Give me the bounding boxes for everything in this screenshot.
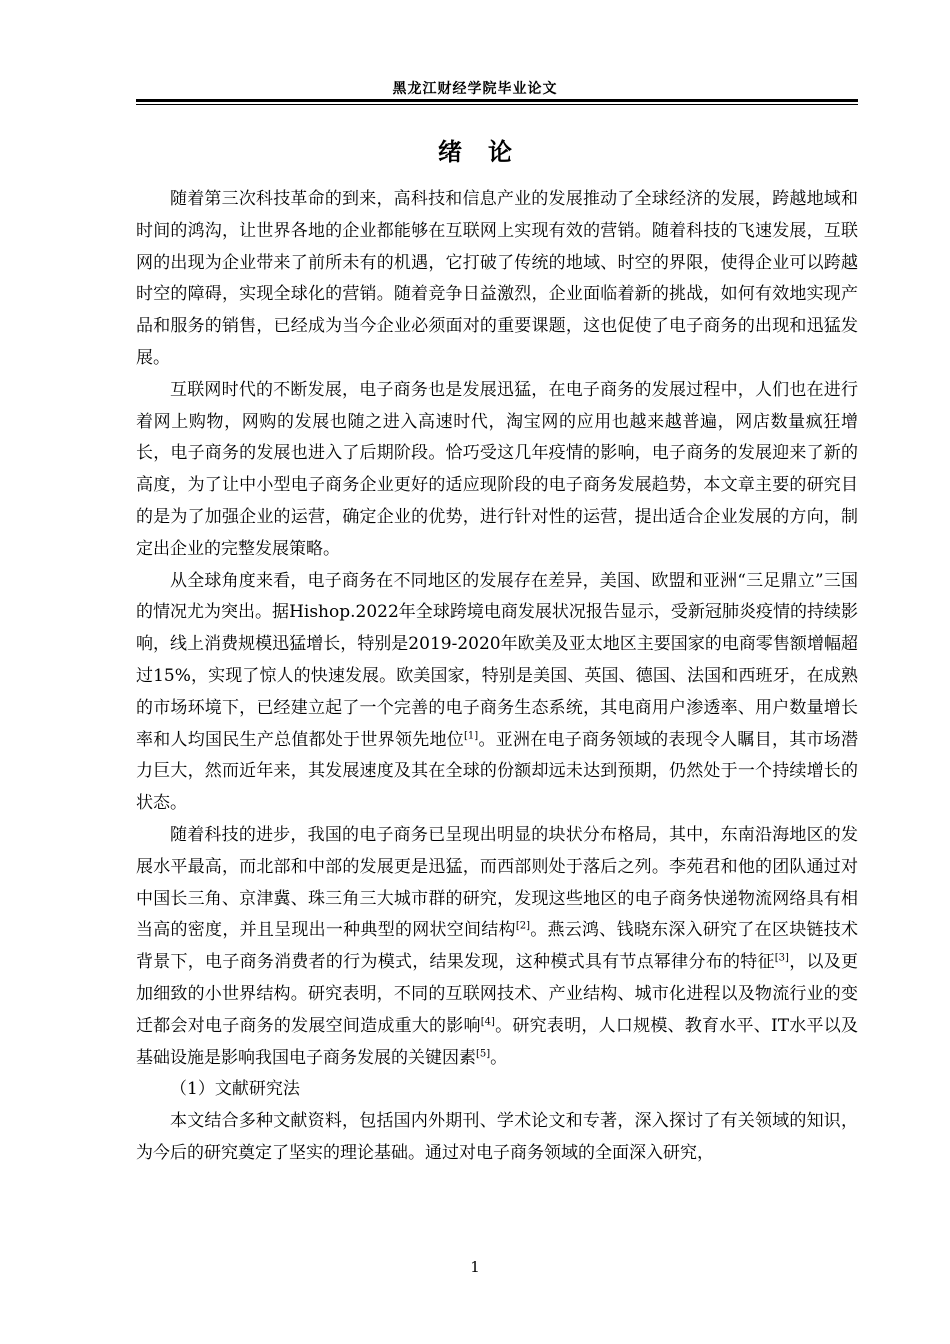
- header-rule-thick: [136, 99, 858, 102]
- paragraph-4: [136, 820, 858, 1074]
- page-number: 1: [470, 1258, 480, 1276]
- citation-ref[interactable]: [4]: [480, 1016, 495, 1028]
- citation-ref[interactable]: [3]: [774, 952, 789, 964]
- paragraph-1: 随着第三次科技革命的到来，高科技和信息产业的发展推动了全球经济的发展，跨越地域和时间的鸿沟，让世界各地的企业都能够在互联网上实现有效的营销。随着科技的飞速发展，互联网的出现为企业带来了前所未有的机遇，它打破了传统的地域、时空的界限，使得企业可以跨越时空的障碍，实现全球化的营销。随着竞争日益激烈，企业面临着新的挑战，如何有效地实现产品和服务的销售，已经成为当今企业必须面对的重要课题，这也促使了电子商务的出现和迅猛发展。: [136, 189, 858, 368]
- body-text: [136, 184, 858, 1170]
- section-subheading: （1）文献研究法: [170, 1079, 300, 1100]
- header-rule-thin: [136, 104, 858, 105]
- text-run: 随着科技的进步，我国的电子商务已呈现出明显的块状分布格局，其中，东南沿海地区的发展水平最高，而北部和中部的发展更是迅猛，而西部则处于落后之列。李苑君和他的团队通过对中国长三角、京津冀、珠三角三大城市群的研究，发现这些地区的电子商务快递物流网络具有相当高的密度，并且呈现出一种典型的网状空间结构: [136, 824, 858, 941]
- text-run: 。研究表明，人口规模、教育水平、IT水平以及基础设施是影响我国电子商务发展的关键因素: [136, 1015, 858, 1068]
- paragraph-5: 本文结合多种文献资料，包括国内外期刊、学术论文和专著，深入探讨了有关领域的知识，为今后的研究奠定了坚实的理论基础。通过对电子商务领域的全面深入研究，: [136, 1111, 858, 1163]
- text-run: 。燕云鸿、钱晓东深入研究了在区块链技术背景下，电子商务消费者的行为模式，结果发现，这种模式具有节点幂律分布的特征: [136, 920, 859, 973]
- citation-ref[interactable]: [1]: [464, 729, 479, 741]
- text-run: ，以及更加细致的小世界结构。研究表明，不同的互联网技术、产业结构、城市化进程以及物流行业的变迁都会对电子商务的发展空间造成重大的影响: [136, 952, 859, 1036]
- citation-ref[interactable]: [2]: [515, 920, 530, 932]
- citation-ref[interactable]: [5]: [476, 1047, 491, 1059]
- paragraph-3: [136, 566, 858, 820]
- paragraph-2: 互联网时代的不断发展，电子商务也是发展迅猛，在电子商务的发展过程中，人们也在进行着网上购物，网购的发展也随之进入高速时代，淘宝网的应用也越来越普遍，网店数量疯狂增长，电子商务的发展也进入了后期阶段。恰巧受这几年疫情的影响，电子商务的发展迎来了新的高度，为了让中小型电子商务企业更好的适应现阶段的电子商务发展趋势，本文章主要的研究目的是为了加强企业的运营，确定企业的优势，进行针对性的运营，提出适合企业发展的方向，制定出企业的完整发展策略。: [136, 379, 858, 559]
- page-title: 绪论: [438, 137, 538, 166]
- running-header: 黑龙江财经学院毕业论文: [392, 81, 558, 97]
- text-run: 。: [490, 1047, 508, 1068]
- text-run: 从全球角度来看，电子商务在不同地区的发展存在差异，美国、欧盟和亚洲“三足鼎立”三国的情况尤为突出。据Hishop.2022年全球跨境电商发展状况报告显示，受新冠肺炎疫情的持续影响，线上消费规模迅猛增长，特别是2019-2020年欧美及亚太地区主要国家的电商零售额增幅超过15%，实现了惊人的快速发展。欧美国家，特别是美国、英国、德国、法国和西班牙，在成熟的市场环境下，已经建立起了一个完善的电子商务生态系统，其电商用户渗透率、用户数量增长率和人均国民生产总值都处于世界领先地位: [136, 570, 858, 750]
- text-run: 。亚洲在电子商务领域的表现令人瞩目，其市场潜力巨大，然而近年来，其发展速度及其在全球的份额却远未达到预期，仍然处于一个持续增长的状态。: [136, 729, 859, 814]
